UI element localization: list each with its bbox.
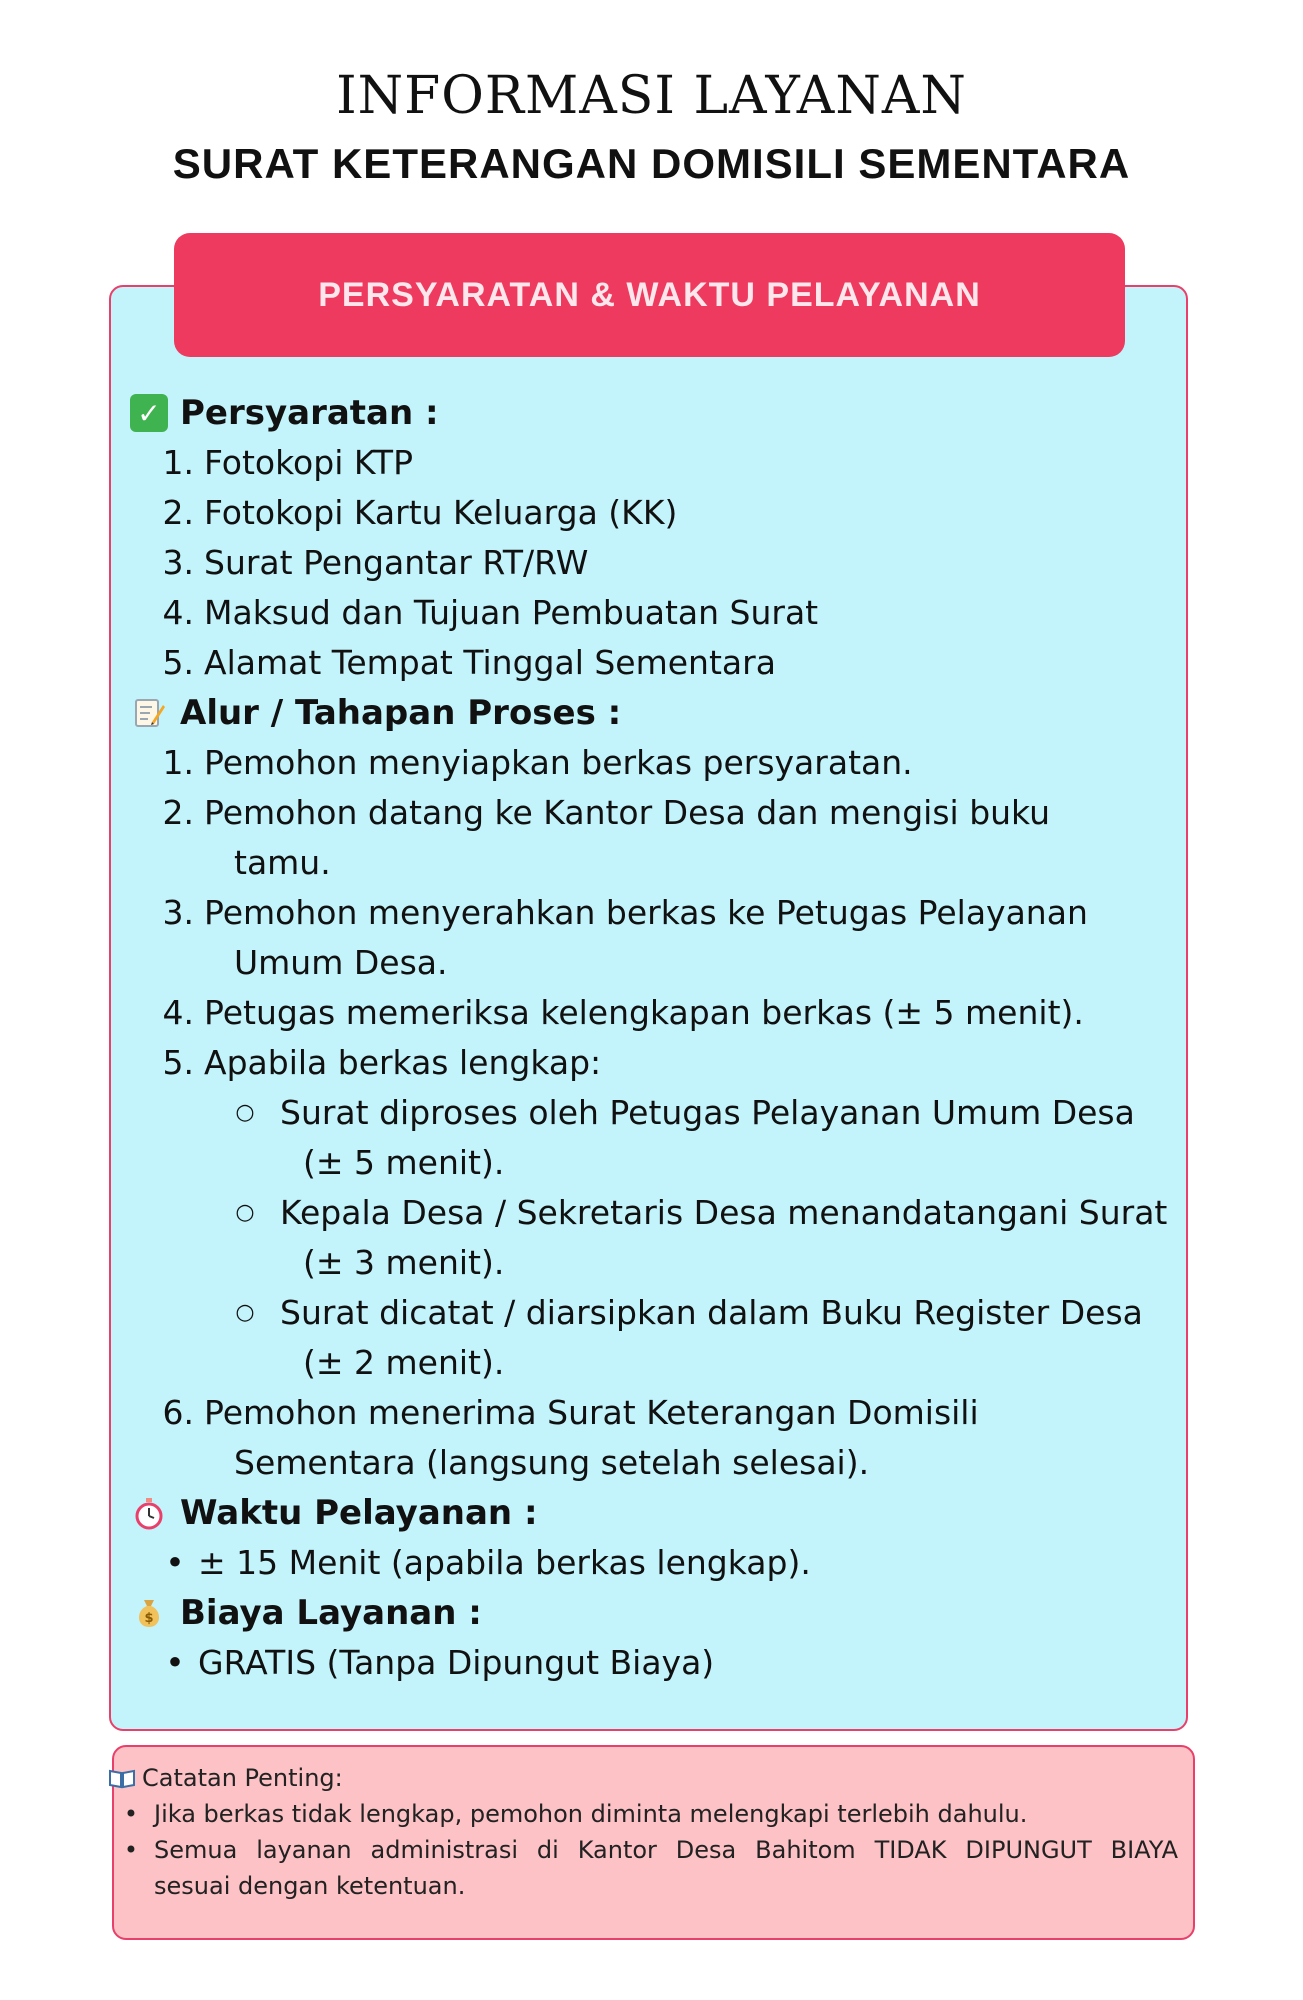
list-item-text: Pemohon datang ke Kantor Desa dan mengisi buku bbox=[204, 793, 1051, 832]
sub-list-item-continuation bbox=[130, 1138, 1170, 1188]
list-item: • GRATIS (Tanpa Dipungut Biaya) bbox=[130, 1638, 1170, 1688]
title-line-2: SURAT KETERANGAN DOMISILI SEMENTARA bbox=[172, 140, 1131, 187]
list-item: 6. Pemohon menerima Surat Keterangan Domisili bbox=[130, 1388, 1170, 1438]
persyaratan-heading bbox=[130, 388, 1170, 438]
list-item-text: Alamat Tempat Tinggal Sementara bbox=[204, 643, 776, 682]
list-item: 1. Pemohon menyiapkan berkas persyaratan. bbox=[130, 738, 1170, 788]
list-item-text: Pemohon menerima Surat Keterangan Domisili bbox=[204, 1393, 979, 1432]
list-item: 4. Maksud dan Tujuan Pembuatan Surat bbox=[130, 588, 1170, 638]
title-line-1: INFORMASI LAYANAN bbox=[336, 66, 967, 126]
list-item: 3. Surat Pengantar RT/RW bbox=[130, 538, 1170, 588]
list-item-text: Petugas memeriksa kelengkapan berkas (± 5 menit). bbox=[204, 993, 1084, 1032]
sub-list-item-continuation bbox=[130, 1338, 1170, 1388]
list-item-continuation bbox=[130, 938, 1170, 988]
waktu-heading bbox=[130, 1488, 1170, 1538]
list-item: 5. Apabila berkas lengkap: bbox=[130, 1038, 1170, 1088]
note-content bbox=[108, 1760, 1178, 1904]
header-banner: PERSYARATAN & WAKTU PELAYANAN bbox=[174, 233, 1125, 357]
note-heading bbox=[108, 1760, 1178, 1796]
list-item-text: Umum Desa. bbox=[234, 943, 448, 982]
list-item: 2. Fotokopi Kartu Keluarga (KK) bbox=[130, 488, 1170, 538]
list-item-text: tamu. bbox=[234, 843, 331, 882]
open-book-icon bbox=[108, 1767, 136, 1789]
list-item-text: Surat Pengantar RT/RW bbox=[204, 543, 589, 582]
svg-text:$: $ bbox=[144, 1611, 154, 1626]
money-bag-icon bbox=[130, 1594, 168, 1632]
alur-heading bbox=[130, 688, 1170, 738]
circle-bullet-icon: ○ bbox=[235, 1300, 255, 1325]
sub-list-item bbox=[130, 1088, 1170, 1138]
note-item-text: Semua layanan administrasi di Kantor Desa Bahitom TIDAK DIPUNGUT BIAYA bbox=[154, 1836, 1178, 1864]
stopwatch-icon bbox=[130, 1494, 168, 1532]
persyaratan-heading-text: Persyaratan : bbox=[180, 393, 439, 433]
note-item: • Jika berkas tidak lengkap, pemohon diminta melengkapi terlebih dahulu. bbox=[108, 1796, 1178, 1832]
main-content bbox=[130, 388, 1170, 1688]
list-item-text: Fotokopi KTP bbox=[204, 443, 413, 482]
circle-bullet-icon: ○ bbox=[235, 1200, 255, 1225]
memo-icon bbox=[130, 694, 168, 732]
circle-bullet-icon: ○ bbox=[235, 1100, 255, 1125]
list-item-text: Apabila berkas lengkap: bbox=[204, 1043, 602, 1082]
biaya-heading-text: Biaya Layanan : bbox=[180, 1593, 482, 1633]
note-item-text: Jika berkas tidak lengkap, pemohon diminta melengkapi terlebih dahulu. bbox=[154, 1800, 1028, 1828]
list-item-continuation bbox=[130, 838, 1170, 888]
list-item-continuation bbox=[130, 1438, 1170, 1488]
list-item-text: (± 5 menit). bbox=[303, 1143, 505, 1182]
waktu-heading-text: Waktu Pelayanan : bbox=[180, 1493, 538, 1533]
sub-list-item bbox=[130, 1288, 1170, 1338]
sub-list-item-continuation bbox=[130, 1238, 1170, 1288]
list-item-text: (± 2 menit). bbox=[303, 1343, 505, 1382]
list-item: 5. Alamat Tempat Tinggal Sementara bbox=[130, 638, 1170, 688]
list-item: 4. Petugas memeriksa kelengkapan berkas (± 5 menit). bbox=[130, 988, 1170, 1038]
sub-list-item bbox=[130, 1188, 1170, 1238]
list-item-text: (± 3 menit). bbox=[303, 1243, 505, 1282]
list-item: 2. Pemohon datang ke Kantor Desa dan mengisi buku bbox=[130, 788, 1170, 838]
list-item-text: Surat dicatat / diarsipkan dalam Buku Register Desa bbox=[280, 1293, 1143, 1332]
list-item-text: Fotokopi Kartu Keluarga (KK) bbox=[204, 493, 678, 532]
note-item-continuation bbox=[108, 1868, 1178, 1904]
list-item-text: Sementara (langsung setelah selesai). bbox=[234, 1443, 870, 1482]
list-item-text: Surat diproses oleh Petugas Pelayanan Umum Desa bbox=[280, 1093, 1135, 1132]
check-mark-icon: ✓ bbox=[130, 394, 168, 432]
note-item: • Semua layanan administrasi di Kantor Desa Bahitom TIDAK DIPUNGUT BIAYA bbox=[108, 1832, 1178, 1868]
biaya-heading bbox=[130, 1588, 1170, 1638]
alur-heading-text: Alur / Tahapan Proses : bbox=[180, 693, 622, 733]
list-item-text: Maksud dan Tujuan Pembuatan Surat bbox=[204, 593, 819, 632]
list-item: 3. Pemohon menyerahkan berkas ke Petugas Pelayanan bbox=[130, 888, 1170, 938]
note-heading-text: Catatan Penting: bbox=[142, 1764, 343, 1792]
list-item-text: GRATIS (Tanpa Dipungut Biaya) bbox=[198, 1643, 715, 1682]
note-item-text: sesuai dengan ketentuan. bbox=[154, 1872, 466, 1900]
list-item: • ± 15 Menit (apabila berkas lengkap). bbox=[130, 1538, 1170, 1588]
list-item: 1. Fotokopi KTP bbox=[130, 438, 1170, 488]
list-item-text: ± 15 Menit (apabila berkas lengkap). bbox=[198, 1543, 811, 1582]
list-item-text: Kepala Desa / Sekretaris Desa menandatangani Surat bbox=[280, 1193, 1168, 1232]
list-item-text: Pemohon menyiapkan berkas persyaratan. bbox=[204, 743, 913, 782]
list-item-text: Pemohon menyerahkan berkas ke Petugas Pelayanan bbox=[204, 893, 1088, 932]
